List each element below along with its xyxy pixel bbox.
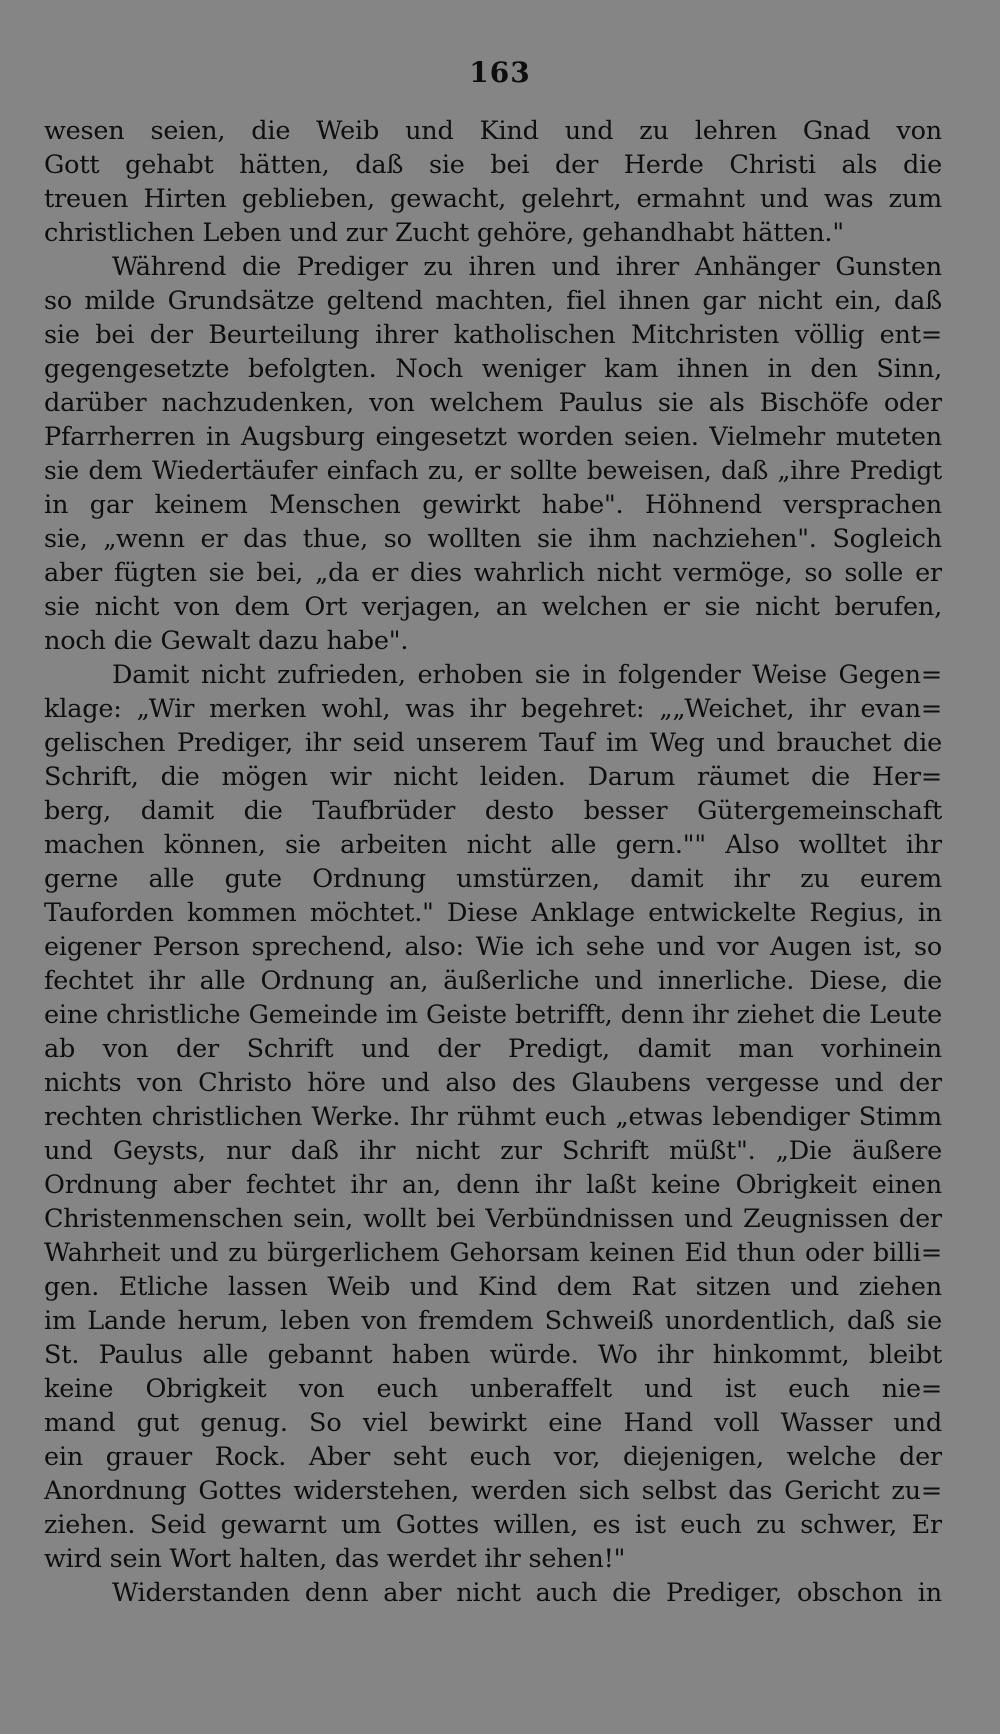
text-line: wird sein Wort halten, das werdet ihr sehen!" — [44, 1544, 626, 1574]
text-line: berg, damit die Taufbrüder desto besser Gütergemeinschaft — [44, 796, 942, 826]
text-line: wesen seien, die Weib und Kind und zu lehren Gnad von — [44, 116, 942, 146]
text-line: sie dem Wiedertäufer einfach zu, er sollte beweisen, daß „ihre Predigt — [44, 456, 942, 485]
text-line: und Geysts, nur daß ihr nicht zur Schrift müßt". „Die äußere — [44, 1136, 942, 1166]
text-line: eigener Person sprechend, also: Wie ich sehe und vor Augen ist, so — [44, 932, 942, 962]
text-line: Schrift, die mögen wir nicht leiden. Darum räumet die Her= — [44, 762, 942, 792]
text-line: ziehen. Seid gewarnt um Gottes willen, es ist euch zu schwer, Er — [44, 1510, 942, 1540]
text-line: aber fügten sie bei, „da er dies wahrlich nicht vermöge, so solle er — [44, 558, 942, 588]
text-line: gerne alle gute Ordnung umstürzen, damit ihr zu eurem — [44, 864, 942, 894]
text-line: Christenmenschen sein, wollt bei Verbündnissen und Zeugnissen der — [44, 1204, 942, 1234]
text-line: Wahrheit und zu bürgerlichem Gehorsam keinen Eid thun oder billi= — [44, 1238, 942, 1268]
text-line: sie nicht von dem Ort verjagen, an welchen er sie nicht berufen, — [44, 592, 942, 622]
page-number: 163 — [469, 56, 531, 89]
text-line: St. Paulus alle gebannt haben würde. Wo ihr hinkommt, bleibt — [44, 1340, 942, 1370]
text-line: Während die Prediger zu ihren und ihrer Anhänger Gunsten — [112, 252, 942, 282]
text-line: ab von der Schrift und der Predigt, damit man vorhinein — [44, 1034, 942, 1064]
text-line: klage: „Wir merken wohl, was ihr begehret: „„Weichet, ihr evan= — [44, 694, 942, 724]
text-line: noch die Gewalt dazu habe". — [44, 626, 409, 656]
text-line: keine Obrigkeit von euch unberaffelt und ist euch nie= — [44, 1374, 942, 1404]
text-line: darüber nachzudenken, von welchem Paulus sie als Bischöfe oder — [44, 388, 942, 418]
text-line: Pfarrherren in Augsburg eingesetzt worden seien. Vielmehr muteten — [44, 422, 942, 452]
text-line: Tauforden kommen möchtet." Diese Anklage entwickelte Regius, in — [44, 898, 942, 928]
text-line: in gar keinem Menschen gewirkt habe". Höhnend versprachen — [44, 490, 942, 520]
text-line: ein grauer Rock. Aber seht euch vor, diejenigen, welche der — [44, 1442, 942, 1472]
text-line: christlichen Leben und zur Zucht gehöre, gehandhabt hätten." — [44, 218, 844, 248]
body-text — [44, 114, 942, 1610]
text-line: Ordnung aber fechtet ihr an, denn ihr laßt keine Obrigkeit einen — [44, 1170, 942, 1200]
text-line: sie, „wenn er das thue, so wollten sie ihm nachziehen". Sogleich — [44, 524, 942, 554]
text-line: Gott gehabt hätten, daß sie bei der Herde Christi als die — [44, 150, 942, 180]
text-line: gelischen Prediger, ihr seid unserem Tauf im Weg und brauchet die — [44, 728, 942, 758]
text-line: machen können, sie arbeiten nicht alle gern."" Also wolltet ihr — [44, 830, 942, 860]
text-line: gen. Etliche lassen Weib und Kind dem Rat sitzen und ziehen — [44, 1272, 942, 1302]
text-line: Anordnung Gottes widerstehen, werden sich selbst das Gericht zu= — [44, 1476, 942, 1506]
text-line: gegengesetzte befolgten. Noch weniger kam ihnen in den Sinn, — [44, 354, 942, 384]
text-line: so milde Grundsätze geltend machten, fiel ihnen gar nicht ein, daß — [44, 286, 942, 316]
text-line: nichts von Christo höre und also des Glaubens vergesse und der — [44, 1068, 942, 1098]
text-line: Damit nicht zufrieden, erhoben sie in folgender Weise Gegen= — [112, 660, 942, 690]
text-line: fechtet ihr alle Ordnung an, äußerliche und innerliche. Diese, die — [44, 966, 942, 996]
text-line: rechten christlichen Werke. Ihr rühmt euch „etwas lebendiger Stimm — [44, 1102, 942, 1132]
text-line: sie bei der Beurteilung ihrer katholischen Mitchristen völlig ent= — [44, 320, 942, 350]
text-line: mand gut genug. So viel bewirkt eine Hand voll Wasser und — [44, 1408, 942, 1438]
text-line: eine christliche Gemeinde im Geiste betrifft, denn ihr ziehet die Leute — [44, 1000, 942, 1030]
text-line: treuen Hirten geblieben, gewacht, gelehrt, ermahnt und was zum — [44, 184, 942, 214]
text-line: im Lande herum, leben von fremdem Schweiß unordentlich, daß sie — [44, 1306, 942, 1336]
text-line: Widerstanden denn aber nicht auch die Prediger, obschon in — [112, 1578, 942, 1608]
